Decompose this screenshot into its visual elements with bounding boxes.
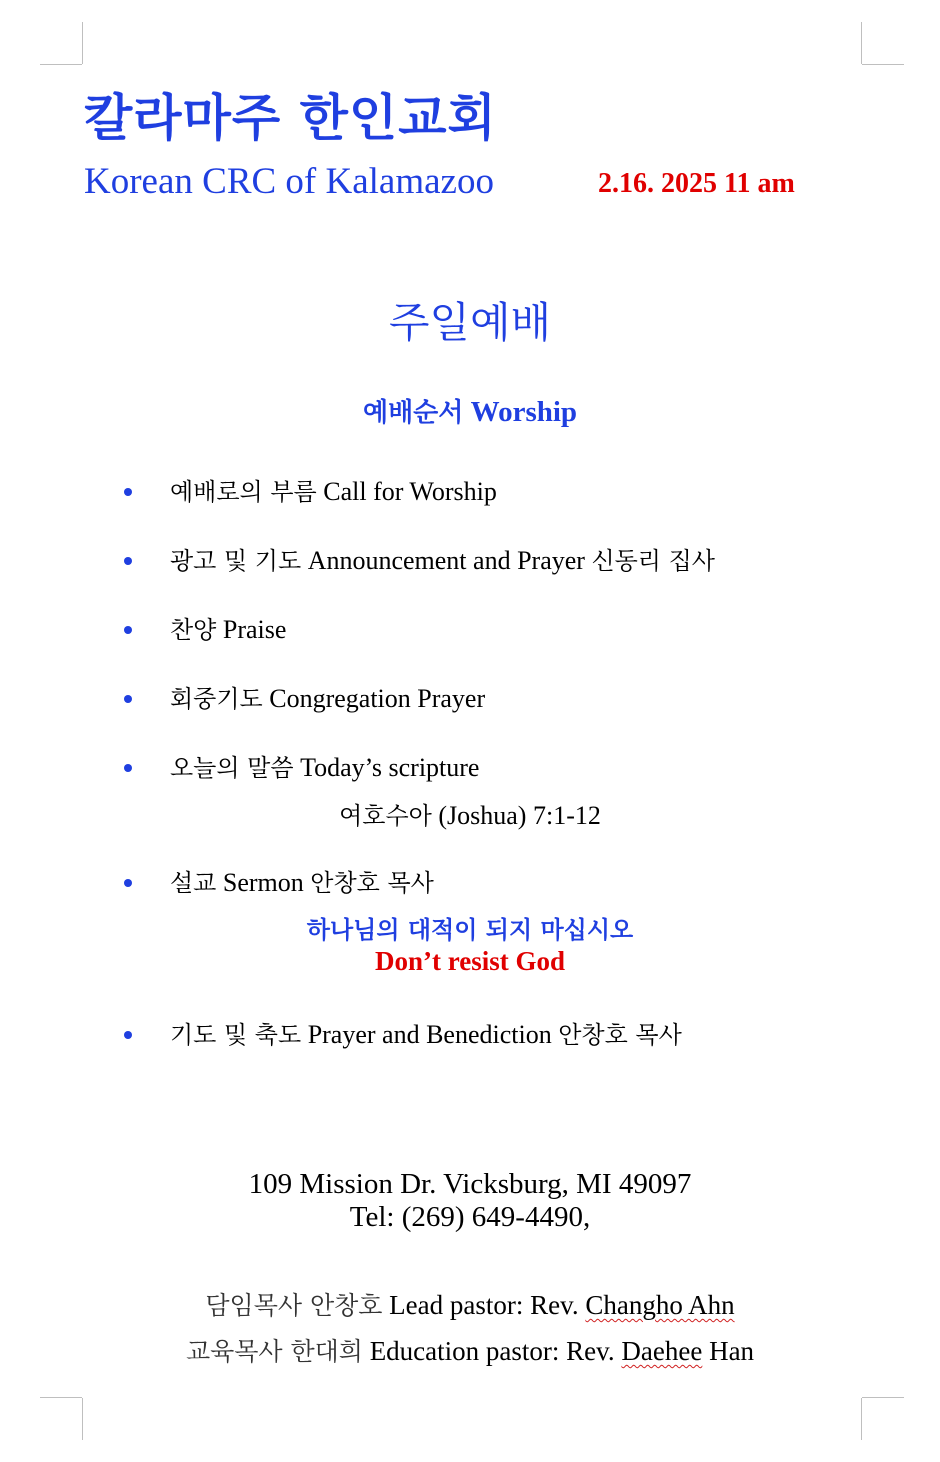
item-english: Prayer and Benediction bbox=[307, 1020, 552, 1049]
item-korean: 찬양 bbox=[170, 616, 217, 644]
item-leader: 안창호 목사 bbox=[558, 1021, 682, 1049]
edu-pastor-korean: 교육목사 한대희 bbox=[185, 1337, 363, 1366]
item-english: Call for Worship bbox=[323, 477, 497, 506]
order-title-korean: 예배순서 bbox=[362, 398, 464, 428]
sermon-title-korean: 하나님의 대적이 되지 마십시오 bbox=[306, 916, 634, 944]
bullet-icon bbox=[124, 557, 132, 565]
item-korean: 설교 bbox=[170, 869, 217, 897]
list-item bbox=[124, 541, 715, 576]
lead-pastor-korean: 담임목사 안창호 bbox=[205, 1291, 383, 1320]
church-phone: Tel: (269) 649-4490, bbox=[349, 1201, 591, 1233]
list-item bbox=[124, 679, 485, 714]
scripture-book-korean: 여호수아 bbox=[339, 802, 432, 830]
crop-mark bbox=[861, 1398, 862, 1440]
service-title: 주일예배 bbox=[388, 298, 552, 347]
lead-pastor-prefix: Lead pastor: Rev. bbox=[389, 1290, 579, 1320]
edu-pastor-prefix: Education pastor: Rev. bbox=[369, 1336, 615, 1366]
item-korean: 예배로의 부름 bbox=[170, 478, 317, 506]
order-title-english: Worship bbox=[470, 396, 578, 428]
scripture-reference bbox=[0, 796, 940, 831]
item-english: Today’s scripture bbox=[300, 753, 480, 782]
bullet-icon bbox=[124, 764, 132, 772]
bullet-icon bbox=[124, 626, 132, 634]
church-address: 109 Mission Dr. Vicksburg, MI 49097 bbox=[248, 1168, 692, 1200]
crop-mark bbox=[861, 22, 862, 64]
item-leader: 안창호 목사 bbox=[310, 869, 434, 897]
service-date: 2.16. 2025 11 am bbox=[598, 168, 795, 199]
item-english: Praise bbox=[222, 615, 287, 644]
crop-mark bbox=[40, 1397, 82, 1398]
item-english: Congregation Prayer bbox=[269, 684, 486, 713]
list-item bbox=[124, 1015, 682, 1050]
education-pastor-line bbox=[0, 1332, 940, 1368]
bullet-icon bbox=[124, 695, 132, 703]
crop-mark bbox=[862, 1397, 904, 1398]
item-korean: 기도 및 축도 bbox=[170, 1021, 302, 1049]
crop-mark bbox=[82, 1398, 83, 1440]
bullet-icon bbox=[124, 1031, 132, 1039]
item-korean: 광고 및 기도 bbox=[170, 547, 302, 575]
lead-pastor-line bbox=[0, 1286, 940, 1322]
edu-pastor-last-name: Han bbox=[709, 1336, 755, 1366]
crop-mark bbox=[40, 64, 82, 65]
crop-mark bbox=[82, 22, 83, 64]
bullet-icon bbox=[124, 879, 132, 887]
item-korean: 회중기도 bbox=[170, 685, 263, 713]
lead-pastor-name: Changho Ahn bbox=[585, 1290, 735, 1320]
list-item bbox=[124, 472, 497, 507]
list-item bbox=[124, 610, 286, 645]
sermon-title-english: Don’t resist God bbox=[374, 946, 565, 976]
order-of-worship-heading bbox=[0, 392, 940, 429]
item-english: Announcement and Prayer bbox=[307, 546, 585, 575]
item-english: Sermon bbox=[222, 868, 304, 897]
crop-mark bbox=[862, 64, 904, 65]
item-leader: 신동리 집사 bbox=[591, 547, 715, 575]
list-item bbox=[124, 863, 434, 898]
edu-pastor-first-name: Daehee bbox=[621, 1336, 703, 1366]
church-title-english: Korean CRC of Kalamazoo bbox=[84, 161, 494, 202]
bullet-icon bbox=[124, 488, 132, 496]
scripture-ref-english: (Joshua) 7:1-12 bbox=[438, 801, 601, 830]
item-korean: 오늘의 말씀 bbox=[170, 754, 294, 782]
church-title-korean: 칼라마주 한인교회 bbox=[84, 89, 497, 147]
list-item bbox=[124, 748, 479, 783]
